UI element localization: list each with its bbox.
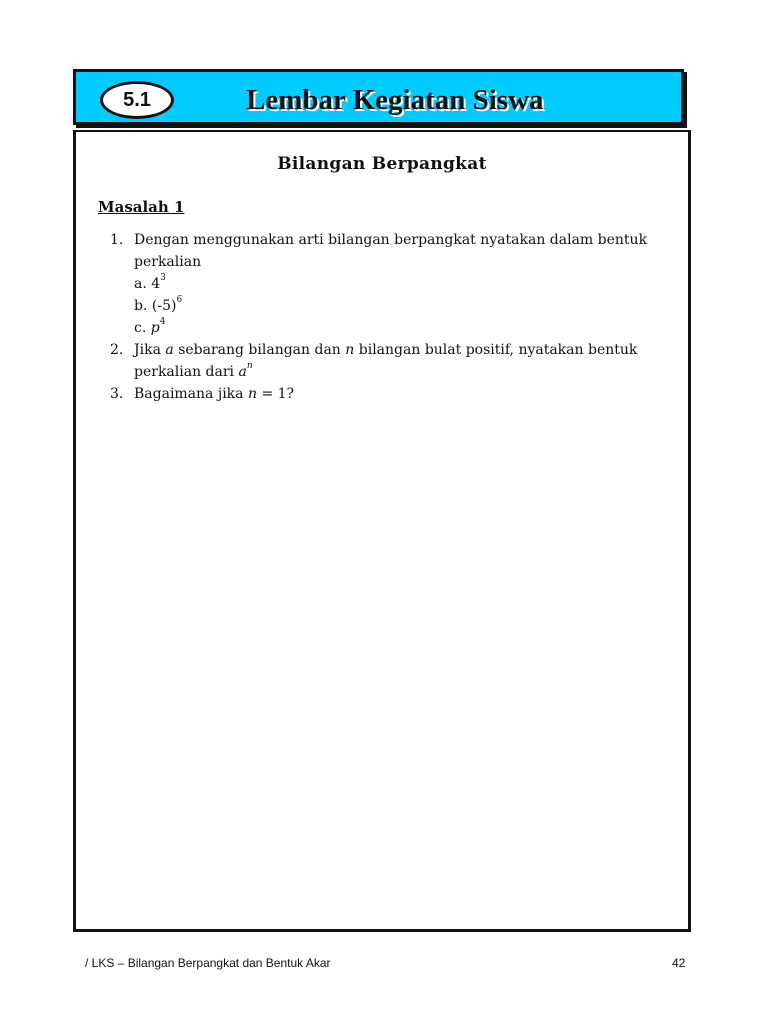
variable-a: a bbox=[165, 342, 174, 358]
sub-label: c. bbox=[134, 320, 147, 336]
item-text-mid: sebarang bilangan dan bbox=[178, 342, 341, 358]
sub-list bbox=[134, 273, 670, 339]
list-item bbox=[110, 229, 670, 339]
variable-n: n bbox=[345, 342, 355, 358]
item-text-pre: Bagaimana jika bbox=[134, 386, 244, 402]
list-item bbox=[110, 383, 670, 405]
topic-title: Bilangan Berpangkat bbox=[277, 154, 487, 174]
section-badge: 5.1 bbox=[100, 81, 174, 119]
power-base: a bbox=[238, 364, 247, 380]
item-text-post: = 1? bbox=[261, 386, 295, 402]
header-banner bbox=[73, 69, 684, 125]
variable-n: n bbox=[247, 386, 257, 402]
power-exponent: 3 bbox=[160, 273, 166, 284]
item-text-pre: Jika bbox=[134, 342, 161, 358]
power-exponent: 4 bbox=[159, 317, 166, 328]
power-exponent: n bbox=[246, 361, 253, 372]
problem-heading: Masalah 1 bbox=[98, 198, 185, 216]
sub-item bbox=[134, 317, 670, 339]
item-text: Dengan menggunakan arti bilangan berpangkat nyatakan dalam bentuk perkalian bbox=[134, 232, 648, 270]
sub-label: b. bbox=[134, 298, 148, 314]
list-item bbox=[110, 339, 670, 383]
sub-item bbox=[134, 295, 670, 317]
sub-label: a. bbox=[134, 276, 147, 292]
footer-text: / LKS – Bilangan Berpangkat dan Bentuk Akar bbox=[85, 956, 331, 970]
item-number: 3. bbox=[110, 386, 124, 402]
item-number: 2. bbox=[110, 342, 124, 358]
problem-list bbox=[110, 229, 670, 405]
power-base: 4 bbox=[151, 276, 161, 292]
item-number: 1. bbox=[110, 232, 124, 248]
power-base: (-5) bbox=[151, 298, 177, 314]
worksheet-title: Lembar Kegiatan Siswa bbox=[246, 84, 544, 116]
power-base: p bbox=[150, 320, 160, 336]
power-exponent: 6 bbox=[176, 295, 183, 306]
content-panel bbox=[73, 130, 691, 932]
item-text-post: bilangan bulat positif, nyatakan bentuk perkalian dari bbox=[134, 342, 638, 380]
sub-item bbox=[134, 273, 670, 295]
page-number: 42 bbox=[672, 956, 686, 970]
